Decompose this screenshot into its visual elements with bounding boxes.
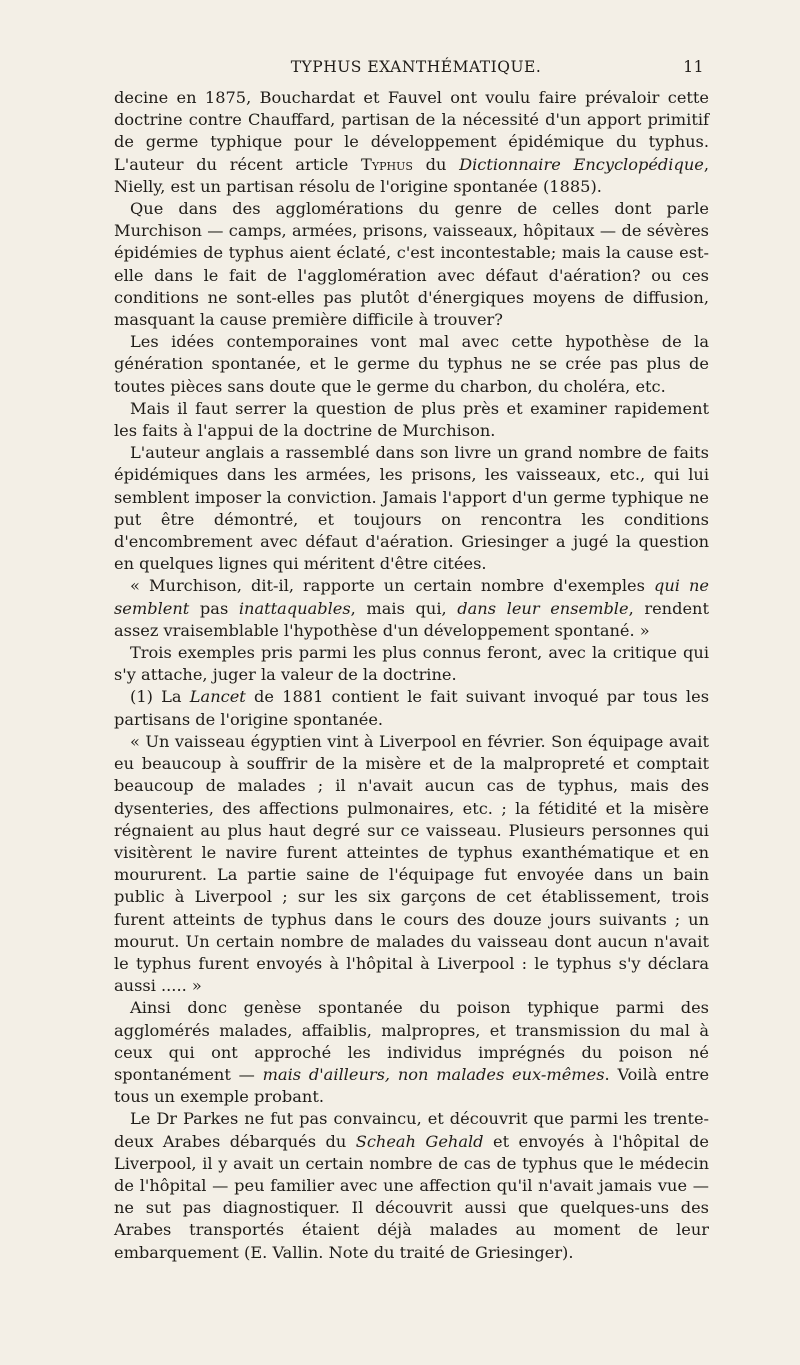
text-run: « Murchison, dit-il, rapporte un certain nombre d'exemples — [130, 576, 654, 596]
paragraph — [114, 1108, 709, 1263]
paragraph — [114, 87, 709, 198]
text-run: de 1881 contient le fait suivant invoqué par tous les partisans de l'origine spontanée. — [114, 687, 710, 729]
running-header — [128, 58, 704, 82]
paragraph — [114, 575, 709, 642]
text-run: Mais il faut serrer la question de plus près et examiner rapidement les faits à l'appui de la doctrine de Murchison. — [114, 398, 709, 441]
running-title: TYPHUS EXANTHÉMATIQUE. — [290, 58, 542, 76]
paragraph — [114, 198, 709, 331]
italic-text: Scheah Gehald — [355, 1131, 484, 1151]
italic-text: dans leur ensemble — [457, 598, 629, 618]
text-run: (1) La — [130, 687, 190, 707]
text-run: « Un vaisseau égyptien vint à Liverpool en février. Son équipage avait eu beaucoup à souffrir de la misère et de la malpropreté et comptait beaucoup de malades ; il n'avait aucun cas de typhus, mais des dysenteries, des affections pulmonaires, etc. ; la fétidité et la misère régnaient au plus haut degré sur ce vaisseau. Plusieurs personnes qui visitèrent le navire furent atteintes de typhus exanthématique et en moururent. La partie saine de l'équipage fut envoyée dans un bain public à Liverpool ; sur les six garçons de cet établissement, trois furent atteints de typhus dans le cours des douze jours suivants ; un mourut. Un certain nombre de malades du vaisseau dont aucun n'avait le typhus furent envoyés à l'hôpital à Liverpool : le typhus s'y déclara aussi ..... » — [114, 731, 709, 996]
italic-text: Dictionnaire Encyclopédique — [459, 154, 704, 174]
page-number: 11 — [683, 58, 704, 76]
paragraph — [114, 442, 709, 575]
text-run: L'auteur anglais a rassemblé dans son livre un grand nombre de faits épidémiques dans les armées, les prisons, les vaisseaux, etc., qui lui semblent imposer la conviction. Jamais l'apport d'un germe typhique ne put être démontré, et toujours on rencontra les conditions d'encombrement avec défaut d'aération. Griesinger a jugé la question en quelques lignes qui méritent d'être citées. — [114, 443, 709, 574]
text-run: Les idées contemporaines vont mal avec cette hypothèse de la génération spontanée, et le germe du typhus ne se crée pas plus de toutes pièces sans doute que le germe du charbon, du choléra, etc. — [114, 332, 709, 396]
paragraph — [114, 398, 709, 442]
text-run: Trois exemples pris parmi les plus connus feront, avec la critique qui s'y attache, juger la valeur de la doctrine. — [114, 643, 709, 685]
text-run: . Voilà entre tous un exemple probant. — [114, 1064, 710, 1107]
paragraph — [114, 686, 709, 730]
text-run: et envoyés à l'hôpital de Liverpool, il y avait un certain nombre de cas de typhus que le médecin de l'hôpital — peu familier avec une affection qu'il n'avait jamais vue — ne sut pas diagnostiquer. Il découvrit aussi que quelques-uns des Arabes transportés étaient déjà malades au moment de leur embarquement (E. Vallin. Note du traité de Griesinger). — [114, 1131, 710, 1262]
paragraph — [114, 642, 709, 686]
small-caps-text: Typhus — [361, 154, 413, 174]
text-run: decine en 1875, Bouchardat et Fauvel ont voulu faire prévaloir cette doctrine contre Chauffard, partisan de la nécessité d'un apport primitif de germe typhique pour le développement épidémique du typhus. L'auteur du récent article — [114, 88, 709, 174]
text-run: Ainsi donc genèse spontanée du poison typhique parmi des agglomérés malades, affaiblis, malpropres, et transmission du mal à ceux qui ont approché les individus imprégnés du poison né spontanément — — [114, 998, 709, 1084]
italic-text: inattaquables — [238, 598, 351, 618]
text-run: Que dans des agglomérations du genre de celles dont parle Murchison — camps, armées, prisons, vaisseaux, hôpitaux — de sévères épidémies de typhus aient éclaté, c'est incontestable; mais la cause est-elle dans le fait de l'agglomération avec défaut d'aération? ou ces conditions ne sont-elles pas plutôt d'énergiques moyens de diffusion, masquant la cause première difficile à trouver? — [114, 199, 709, 330]
body-text — [114, 87, 709, 1264]
text-run: Le Dr Parkes ne fut pas convaincu, et découvrit que parmi les trente-deux Arabes débarqués du — [114, 1109, 709, 1151]
paragraph — [114, 331, 709, 398]
text-run: , mais qui, — [350, 598, 458, 618]
italic-text: qui ne semblent — [114, 576, 709, 618]
paragraph — [114, 997, 709, 1108]
paragraph — [114, 731, 709, 997]
italic-text: Lancet — [189, 687, 246, 707]
italic-text: mais d'ailleurs, non malades eux-mêmes — [262, 1064, 605, 1084]
text-run: pas — [189, 598, 239, 618]
text-run: du — [412, 154, 460, 174]
text-run: , Nielly, est un partisan résolu de l'origine spontanée (1885). — [114, 154, 709, 196]
text-run: , rendent assez vraisemblable l'hypothèse d'un développement spontané. » — [114, 598, 709, 640]
